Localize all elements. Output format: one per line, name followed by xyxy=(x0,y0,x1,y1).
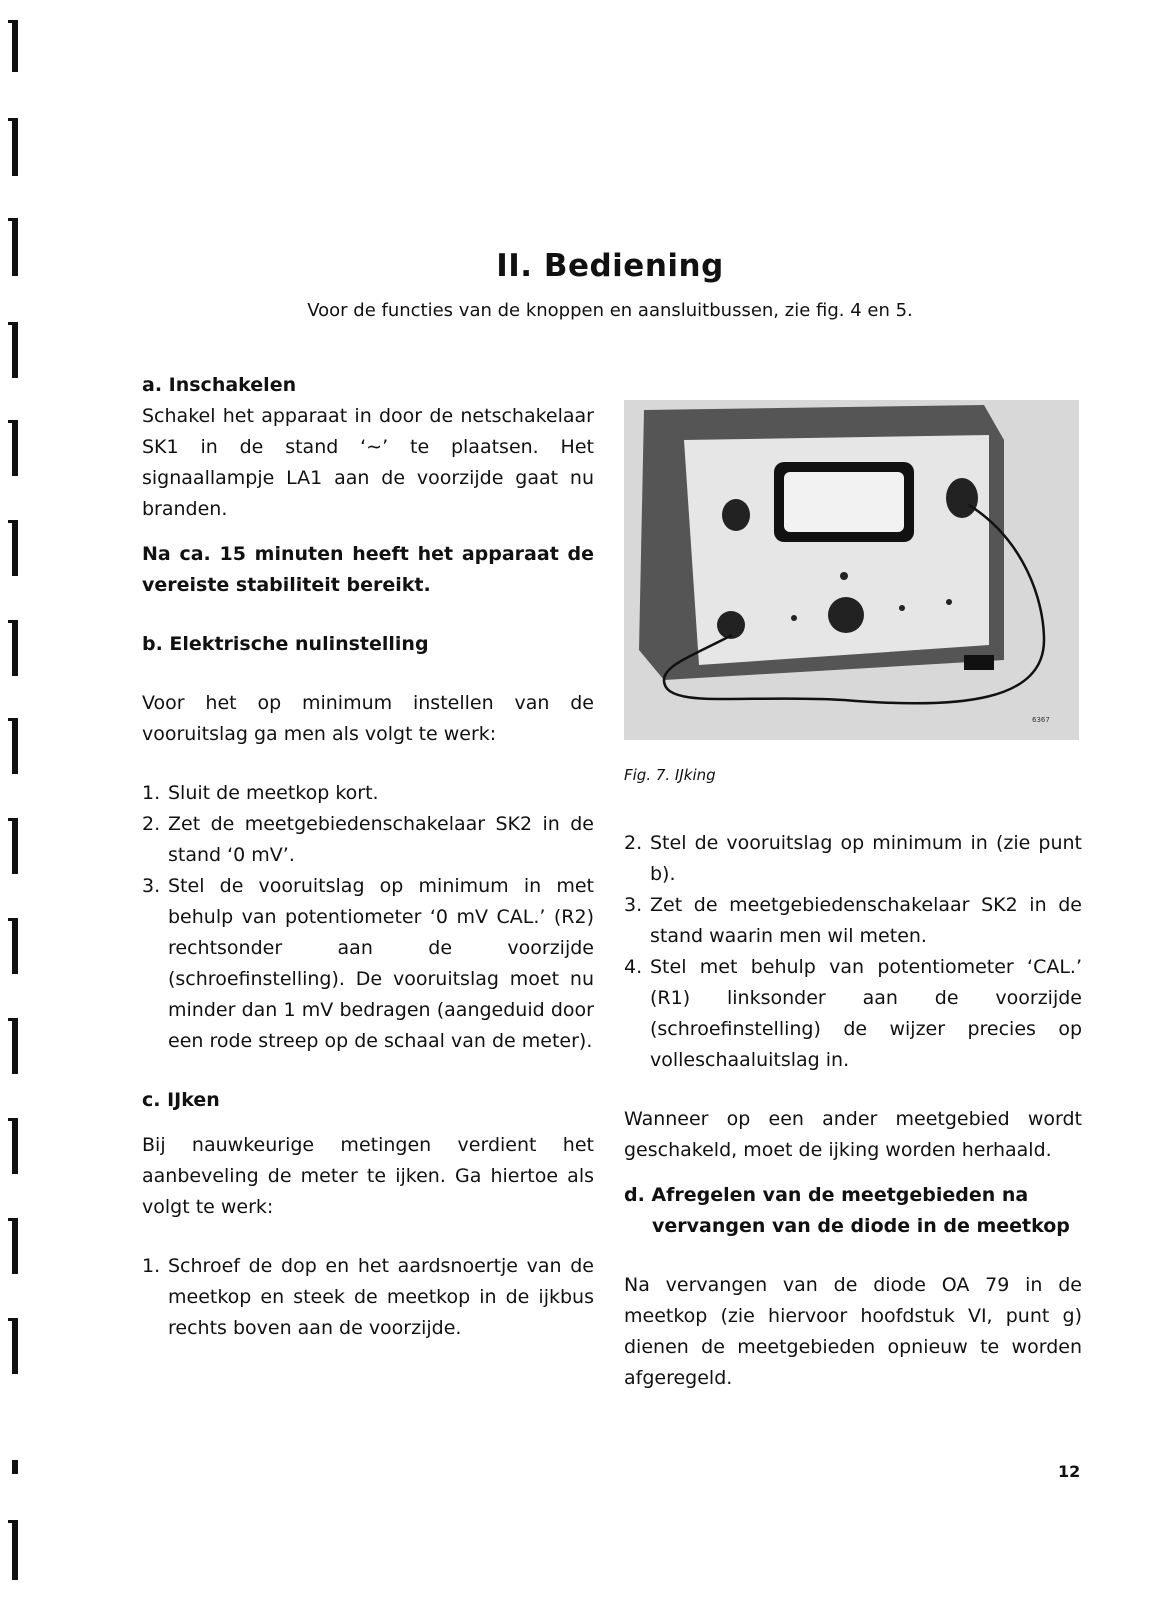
binding-mark xyxy=(8,118,18,176)
step-text: Schroef de dop en het aardsnoertje van de meetkop en steek de meetkop in de ijkbus rechts boven aan de voorzijde. xyxy=(168,1255,594,1339)
binding-mark xyxy=(8,1460,18,1474)
binding-mark xyxy=(8,818,18,874)
step-text: Zet de meetgebiedenschakelaar SK2 in de stand waarin men wil meten. xyxy=(650,894,1082,947)
binding-mark xyxy=(8,620,18,676)
binding-mark xyxy=(8,1118,18,1174)
step-text: Stel de vooruitslag op minimum in met behulp van potentiometer ‘0 mV CAL.’ (R2) rechtsonder aan de voorzijde (schroefinstelling). De vooruitslag moet nu minder dan 1 mV bedragen (aangeduid door een rode streep op de schaal van de meter). xyxy=(168,875,594,1052)
step-number: 2. xyxy=(624,832,643,854)
binding-mark xyxy=(8,1318,18,1374)
section-b-steps xyxy=(142,778,594,1057)
section-d-heading: d. Afregelen van de meetgebieden na vervangen van de diode in de meetkop xyxy=(624,1184,1070,1237)
section-a-body: Schakel het apparaat in door de netschakelaar SK1 in de stand ‘∼’ te plaatsen. Het signaallampje LA1 aan de voorzijde gaat nu branden. xyxy=(142,405,594,520)
section-a-note: Na ca. 15 minuten heeft het apparaat de vereiste stabiliteit bereikt. xyxy=(142,543,594,596)
list-item xyxy=(624,828,1082,890)
step-number: 2. xyxy=(142,813,161,835)
instrument-photo xyxy=(624,380,1079,740)
binding-mark xyxy=(8,520,18,576)
step-number: 3. xyxy=(142,875,161,897)
page-number: 12 xyxy=(1058,1462,1081,1481)
step-text: Sluit de meetkop kort. xyxy=(168,782,379,804)
figure-code: 6367 xyxy=(1032,716,1050,724)
section-c-body: Bij nauwkeurige metingen verdient het aanbeveling de meter te ijken. Ga hiertoe als volgt te werk: xyxy=(142,1134,594,1218)
list-item xyxy=(142,871,594,1057)
left-column xyxy=(142,370,594,1344)
step-text: Stel de vooruitslag op minimum in (zie punt b). xyxy=(650,832,1082,885)
section-c-steps-right xyxy=(624,828,1082,1076)
section-d-body: Na vervangen van de diode OA 79 in de meetkop (zie hiervoor hoofdstuk VI, punt g) dienen de meetgebieden opnieuw te worden afgeregeld. xyxy=(624,1274,1082,1389)
section-b-body: Voor het op minimum instellen van de vooruitslag ga men als volgt te werk: xyxy=(142,692,594,745)
section-a-heading: a. Inschakelen xyxy=(142,374,297,396)
intro-text: Voor de functies van de knoppen en aansluitbussen, zie fig. 4 en 5. xyxy=(307,300,913,321)
page-title: II. Bediening xyxy=(496,248,724,284)
binding-mark xyxy=(8,718,18,774)
list-item xyxy=(624,890,1082,952)
binding-mark xyxy=(8,1218,18,1274)
binding-mark xyxy=(8,322,18,378)
figure-caption: Fig. 7. IJking xyxy=(624,766,716,784)
step-text: Stel met behulp van potentiometer ‘CAL.’ (R1) linksonder aan de voorzijde (schroefinstelling) de wijzer precies op volleschaaluitslag in. xyxy=(650,956,1082,1071)
step-number: 1. xyxy=(142,1255,161,1277)
step-number: 1. xyxy=(142,782,161,804)
list-item xyxy=(142,809,594,871)
section-b-heading: b. Elektrische nulinstelling xyxy=(142,633,429,655)
step-number: 4. xyxy=(624,956,643,978)
list-item xyxy=(624,952,1082,1076)
binding-mark xyxy=(8,1520,18,1580)
binding-mark xyxy=(8,1018,18,1074)
binding-mark xyxy=(8,918,18,974)
binding-mark xyxy=(8,20,18,72)
binding-mark xyxy=(8,420,18,476)
list-item xyxy=(142,778,594,809)
section-c-closing: Wanneer op een ander meetgebied wordt geschakeld, moet de ijking worden herhaald. xyxy=(624,1108,1082,1161)
list-item xyxy=(142,1251,594,1344)
section-c-heading: c. IJken xyxy=(142,1089,220,1111)
right-column xyxy=(624,828,1082,1394)
step-number: 3. xyxy=(624,894,643,916)
step-text: Zet de meetgebiedenschakelaar SK2 in de stand ‘0 mV’. xyxy=(168,813,594,866)
section-c-steps-left xyxy=(142,1251,594,1344)
